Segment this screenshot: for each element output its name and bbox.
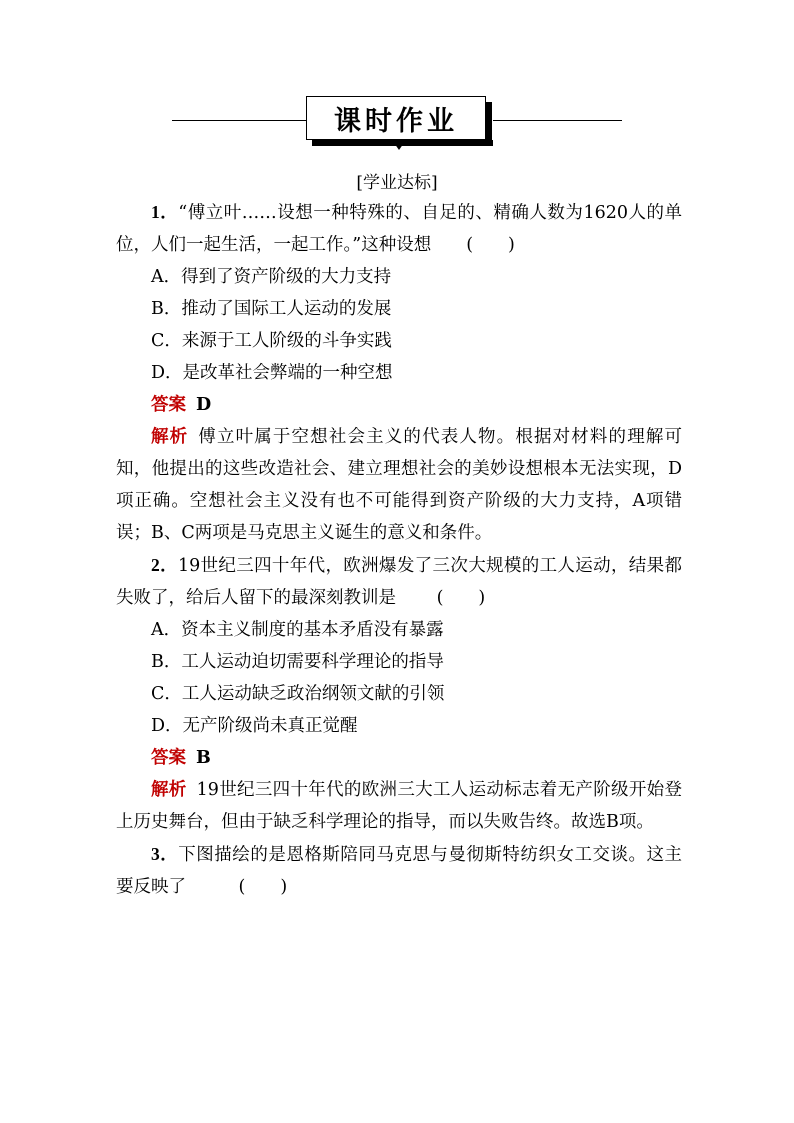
question-number: 1． <box>151 202 179 222</box>
answer-label: 答案 <box>151 748 186 768</box>
header-left-rule <box>172 120 306 121</box>
question-2-stem <box>116 549 682 614</box>
analysis-text: 傅立叶属于空想社会主义的代表人物。根据对材料的理解可知，他提出的这些改造社会、建立理想社会的美妙设想根本无法实现，D项正确。空想社会主义没有也不可能得到资产阶级的大力支持，A项错误；B、C两项是马克思主义诞生的意义和条件。 <box>116 427 682 543</box>
question-1-stem <box>116 196 682 261</box>
title-pointer-icon <box>392 140 406 150</box>
answer-blank: ( ) <box>436 588 486 608</box>
option-a: A．得到了资产阶级的大力支持 <box>151 267 392 287</box>
answer-label: 答案 <box>151 395 186 415</box>
question-3-stem <box>116 838 682 903</box>
answer-line <box>116 742 682 774</box>
question-number: 2． <box>151 555 178 575</box>
analysis-text: 19世纪三四十年代的欧洲三大工人运动标志着无产阶级开始登上历史舞台，但由于缺乏科学理论的指导，而以失败告终。故选B项。 <box>116 780 682 832</box>
analysis-label: 解析 <box>151 780 187 800</box>
header-right-rule <box>493 120 622 121</box>
page-header <box>0 96 794 156</box>
question-list <box>116 196 682 903</box>
answer-blank: ( ) <box>238 877 288 897</box>
analysis-paragraph <box>116 421 682 549</box>
option-b: B．推动了国际工人运动的发展 <box>151 299 392 319</box>
option-d: D．无产阶级尚未真正觉醒 <box>151 716 358 736</box>
question-text: “傅立叶……设想一种特殊的、自足的、精确人数为1620人的单位，人们一起生活，一起工作。”这种设想 <box>116 203 683 255</box>
answer-line <box>116 389 682 421</box>
option-b: B．工人运动迫切需要科学理论的指导 <box>151 652 444 672</box>
option-d: D．是改革社会弊端的一种空想 <box>151 363 393 383</box>
answer-value: D <box>196 395 212 415</box>
option-c: C．工人运动缺乏政治纲领文献的引领 <box>151 684 445 704</box>
option-c: C．来源于工人阶级的斗争实践 <box>151 331 392 351</box>
question-number: 3． <box>151 844 179 864</box>
analysis-paragraph <box>116 774 682 838</box>
title-box <box>306 96 486 140</box>
analysis-label: 解析 <box>151 427 189 447</box>
question-text: 19世纪三四十年代，欧洲爆发了三次大规模的工人运动，结果都失败了，给后人留下的最深刻教训是 <box>116 556 682 608</box>
option-a: A．资本主义制度的基本矛盾没有暴露 <box>151 620 444 640</box>
answer-blank: ( ) <box>466 235 515 255</box>
answer-value: B <box>196 748 211 768</box>
section-title: [学业达标] <box>356 173 438 193</box>
page-title: 课时作业 <box>334 105 458 137</box>
question-text: 下图描绘的是恩格斯陪同马克思与曼彻斯特纺织女工交谈。这主要反映了 <box>116 845 683 897</box>
